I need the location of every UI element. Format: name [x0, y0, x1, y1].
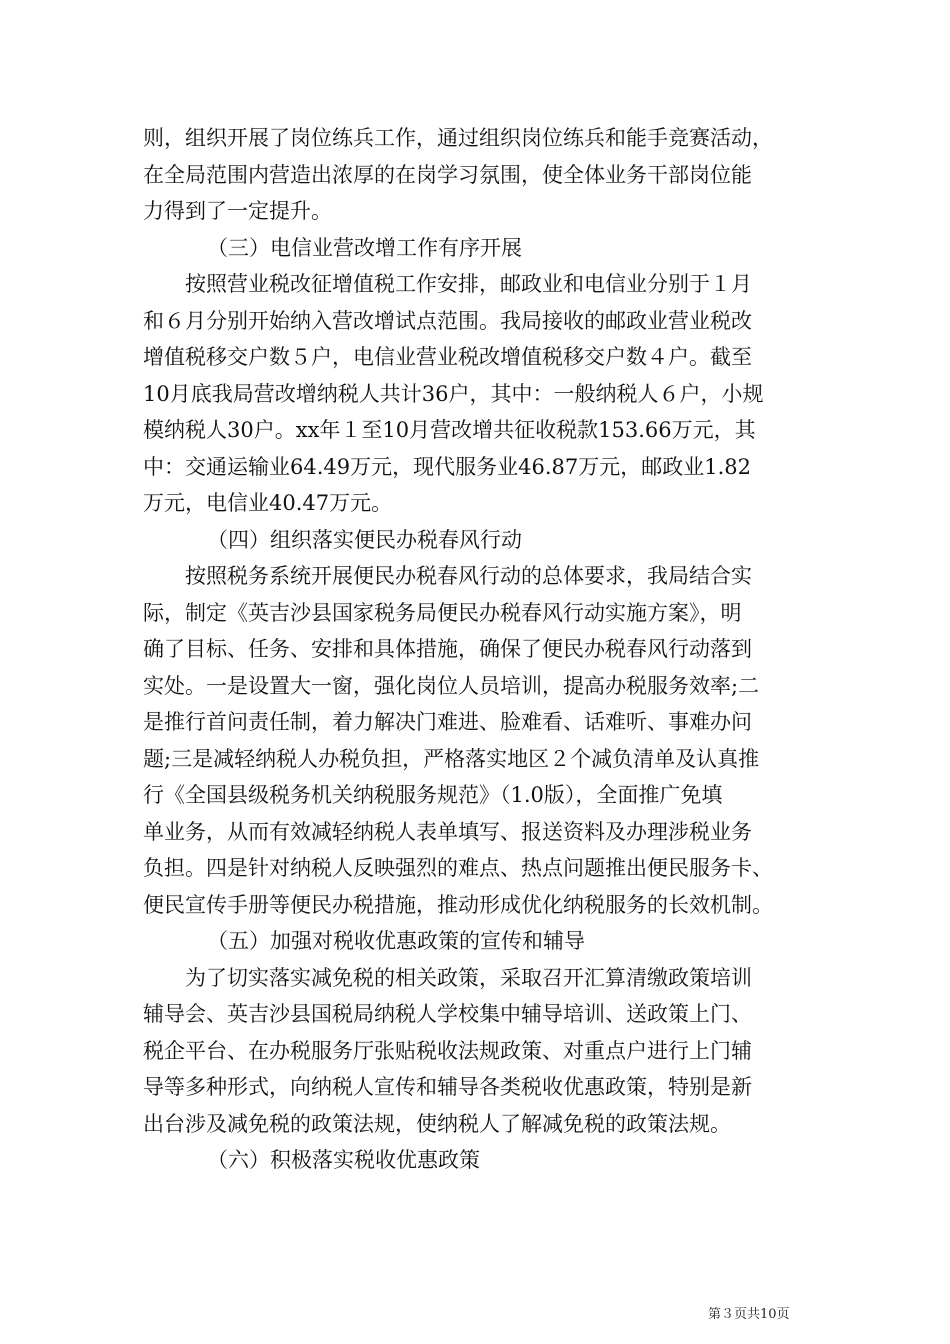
section-heading: （四）组织落实便民办税春风行动: [207, 527, 522, 552]
page-number-footer: 第３页共10页: [708, 1307, 790, 1322]
section-heading: （三）电信业营改增工作有序开展: [207, 235, 522, 260]
text-line: 万元，电信业40.47万元。: [143, 491, 393, 515]
section-heading: （六）积极落实税收优惠政策: [207, 1148, 480, 1172]
text-line: 是推行首问责任制，着力解决门难进、脸难看、话难听、事难办问: [143, 710, 752, 734]
text-line: 税企平台、在办税服务厅张贴税收法规政策、对重点户进行上门辅: [143, 1038, 752, 1063]
text-line: 在全局范围内营造出浓厚的在岗学习氛围，使全体业务干部岗位能: [143, 162, 752, 187]
text-line: 实处。一是设置大一窗，强化岗位人员培训，提高办税服务效率;二: [143, 673, 760, 698]
text-line: 负担。四是针对纳税人反映强烈的难点、热点问题推出便民服务卡、: [143, 856, 773, 880]
text-line: 则，组织开展了岗位练兵工作，通过组织岗位练兵和能手竞赛活动，: [143, 126, 773, 150]
document-body: [143, 120, 823, 1179]
text-line: 单业务，从而有效减轻纳税人表单填写、报送资料及办理涉税业务: [143, 819, 752, 844]
text-line: 为了切实落实减免税的相关政策，采取召开汇算清缴政策培训: [185, 965, 752, 990]
text-line: 行《全国县级税务机关纳税服务规范》（1.0版），全面推广免填: [143, 783, 723, 807]
text-line: 按照营业税改征增值税工作安排，邮政业和电信业分别于１月: [185, 272, 752, 296]
text-line: 模纳税人30户。xx年１至10月营改增共征收税款153.66万元，其: [143, 418, 756, 442]
text-line: 10月底我局营改增纳税人共计36户，其中：一般纳税人６户，小规: [143, 381, 764, 406]
text-line: 按照税务系统开展便民办税春风行动的总体要求，我局结合实: [185, 564, 752, 588]
text-line: 际，制定《英吉沙县国家税务局便民办税春风行动实施方案》，明: [143, 600, 742, 625]
text-line: 出台涉及减免税的政策法规，使纳税人了解减免税的政策法规。: [143, 1111, 731, 1136]
text-line: 增值税移交户数５户，电信业营业税改增值税移交户数４户。截至: [143, 345, 752, 369]
text-line: 题;三是减轻纳税人办税负担，严格落实地区２个减负清单及认真推: [143, 746, 760, 771]
text-line: 力得到了一定提升。: [143, 199, 332, 223]
text-line: 便民宣传手册等便民办税措施，推动形成优化纳税服务的长效机制。: [143, 892, 773, 917]
text-line: 中：交通运输业64.49万元，现代服务业46.87万元，邮政业1.82: [143, 454, 751, 479]
text-line: 和６月分别开始纳入营改增试点范围。我局接收的邮政业营业税改: [143, 308, 752, 333]
section-heading: （五）加强对税收优惠政策的宣传和辅导: [207, 929, 585, 953]
text-line: 辅导会、英吉沙县国税局纳税人学校集中辅导培训、送政策上门、: [143, 1002, 752, 1026]
text-line: 确了目标、任务、安排和具体措施，确保了便民办税春风行动落到: [143, 637, 752, 661]
text-line: 导等多种形式，向纳税人宣传和辅导各类税收优惠政策，特别是新: [143, 1075, 752, 1099]
